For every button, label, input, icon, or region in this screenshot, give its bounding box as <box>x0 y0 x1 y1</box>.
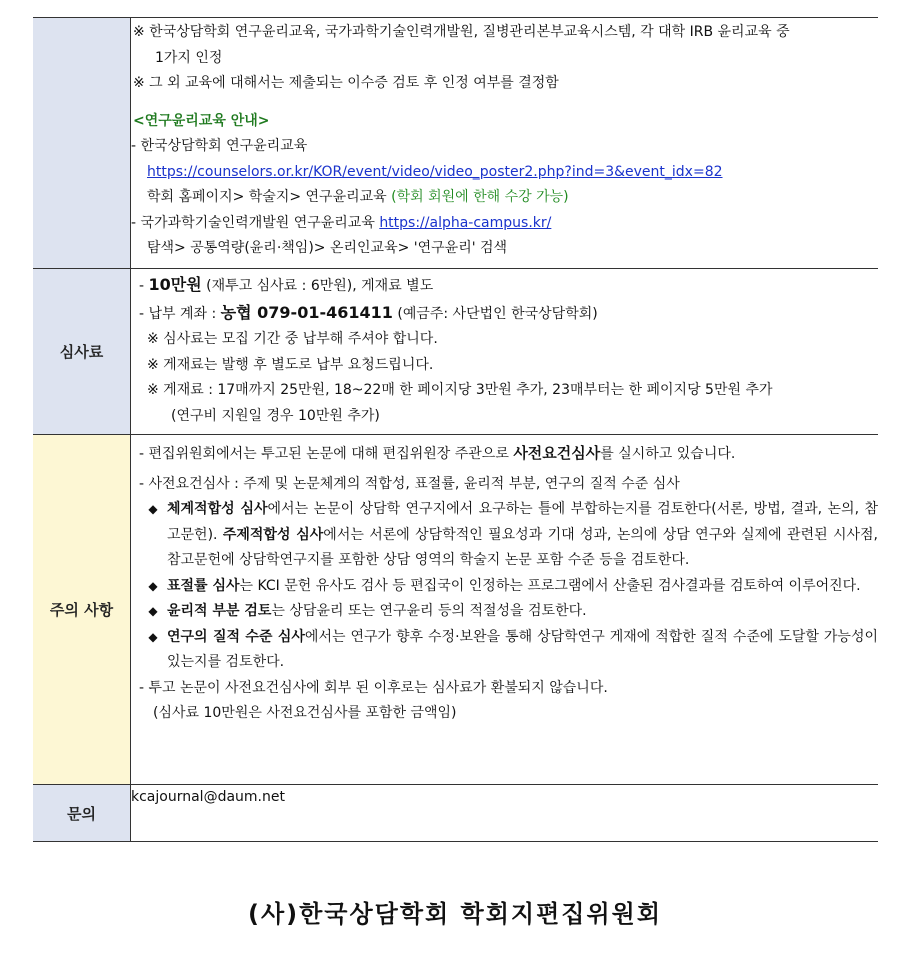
fee-amount-prefix: - <box>139 278 149 294</box>
fee-body <box>131 269 879 435</box>
caution-header: 주의 사항 <box>49 601 114 619</box>
structure-review-title: 체계적합성 심사 <box>167 501 268 517</box>
caution-refund: - 투고 논문이 사전요건심사에 회부 된 이후로는 심사료가 환불되지 않습니다. <box>139 679 608 696</box>
ethics-line-1: ※ 한국상담학회 연구윤리교육, 국가과학기술인력개발원, 질병관리본부교육시스템, 각 대학 IRB 윤리교육 중 <box>133 24 790 40</box>
kca-ethics-link[interactable]: https://counselors.or.kr/KOR/event/video/video_poster2.php?ind=3&event_idx=82 <box>147 163 723 180</box>
fee-header: 심사료 <box>59 343 104 361</box>
kca-ethics-label: - 한국상담학회 연구윤리교육 <box>131 138 308 154</box>
caution-bullet-2 <box>139 574 878 600</box>
kca-ethics-path: 학회 홈페이지> 학술지> 연구윤리교육 <box>147 189 392 205</box>
structure-review-text: 에서는 논문이 상담학 연구지에서 요구하는 틀에 부합하는지를 검토한다(서론, 방법, 결과, 논의, 참고문헌). <box>167 501 878 543</box>
kisti-ethics-path: 탐색> 공통역량(윤리·책임)> 온리인교육> '연구윤리' 검색 <box>147 240 508 256</box>
fee-header-cell <box>33 269 131 435</box>
quality-review-title: 연구의 질적 수준 심사 <box>167 628 305 645</box>
contact-header: 문의 <box>67 804 96 823</box>
ethics-review-title: 윤리적 부분 검토 <box>167 603 272 619</box>
fee-account-holder: (예금주: 사단법인 한국상담학회) <box>392 305 598 322</box>
fee-note-4: (연구비 지원일 경우 10만원 추가) <box>171 407 380 424</box>
caution-row <box>33 435 878 785</box>
caution-intro-c: 를 실시하고 있습니다. <box>600 446 736 462</box>
caution-refund-note: (심사료 10만원은 사전요건심사를 포함한 금액임) <box>153 705 457 721</box>
caution-bullet-1 <box>139 497 878 574</box>
contact-header-cell <box>33 785 131 842</box>
kisti-ethics-link[interactable]: https://alpha-campus.kr/ <box>379 214 552 231</box>
ethics-body <box>131 18 879 269</box>
fee-account-number: 농협 079-01-461411 <box>220 302 393 322</box>
info-table <box>33 17 878 842</box>
fee-row <box>33 269 878 435</box>
caution-bullet-4 <box>139 625 878 676</box>
fee-account-prefix: - 납부 계좌 : <box>139 305 221 322</box>
caution-intro-bold: 사전요건심사 <box>513 444 601 462</box>
caution-bullet-3 <box>139 599 878 625</box>
plagiarism-review-title: 표절률 심사 <box>167 577 240 594</box>
fee-note-3: ※ 게재료 : 17매까지 25만원, 18~22매 한 페이지당 3만원 추가, 23매부터는 한 페이지당 5만원 추가 <box>147 382 773 398</box>
ethics-line-3: ※ 그 외 교육에 대해서는 제출되는 이수증 검토 후 인정 여부를 결정함 <box>133 75 559 91</box>
contact-row <box>33 785 878 842</box>
diamond-bullet-icon: ◆ <box>148 578 158 593</box>
ethics-review-text: 는 상담윤리 또는 연구윤리 등의 적절성을 검토한다. <box>271 603 587 619</box>
editorial-committee-footer: (사)한국상담학회 학회지편집위원회 <box>247 900 663 928</box>
ethics-header-cell <box>33 18 131 269</box>
diamond-bullet-icon: ◆ <box>148 604 158 618</box>
kca-ethics-note: (학회 회원에 한해 수강 가능) <box>391 189 569 205</box>
caution-body <box>131 435 879 785</box>
kisti-ethics-label: - 국가과학기술인력개발원 연구윤리교육 <box>131 214 380 231</box>
fee-amount: 10만원 <box>148 275 202 294</box>
fee-note-1: ※ 심사료는 모집 기간 중 납부해 주셔야 합니다. <box>147 331 438 347</box>
diamond-bullet-icon: ◆ <box>148 629 158 644</box>
ethics-guide-title: <연구윤리교육 안내> <box>133 112 270 129</box>
fee-amount-note: (재투고 심사료 : 6만원), 게재료 별도 <box>201 278 434 294</box>
ethics-row <box>33 18 878 269</box>
fee-note-2: ※ 게재료는 발행 후 별도로 납부 요청드립니다. <box>147 356 434 373</box>
caution-scope: - 사전요건심사 : 주제 및 논문체계의 적합성, 표절률, 윤리적 부분, 연구의 질적 수준 심사 <box>139 475 680 492</box>
topic-review-text: 에서는 서론에 상담학적인 필요성과 기대 성과, 논의에 상담 연구와 실제에 관련된 시사점, 참고문헌에 상담학연구지를 포함한 상담 영역의 학술지 논문 포함 수준 등을 검토한다. <box>167 526 878 568</box>
ethics-line-2: 1가지 인정 <box>155 49 223 66</box>
contact-email: kcajournal@daum.net <box>131 785 879 842</box>
caution-header-cell <box>33 435 131 785</box>
plagiarism-review-text: 는 KCI 문헌 유사도 검사 등 편집국이 인정하는 프로그램에서 산출된 검사결과를 검토하여 이루어진다. <box>239 577 861 594</box>
topic-review-title: 주제적합성 심사 <box>222 526 324 543</box>
diamond-bullet-icon: ◆ <box>148 502 158 516</box>
caution-intro-a: - 편집위원회에서는 투고된 논문에 대해 편집위원장 주관으로 <box>139 446 514 462</box>
quality-review-text: 에서는 연구가 향후 수정·보완을 통해 상담학연구 게재에 적합한 질적 수준에 도달할 가능성이 있는지를 검토한다. <box>167 628 879 670</box>
